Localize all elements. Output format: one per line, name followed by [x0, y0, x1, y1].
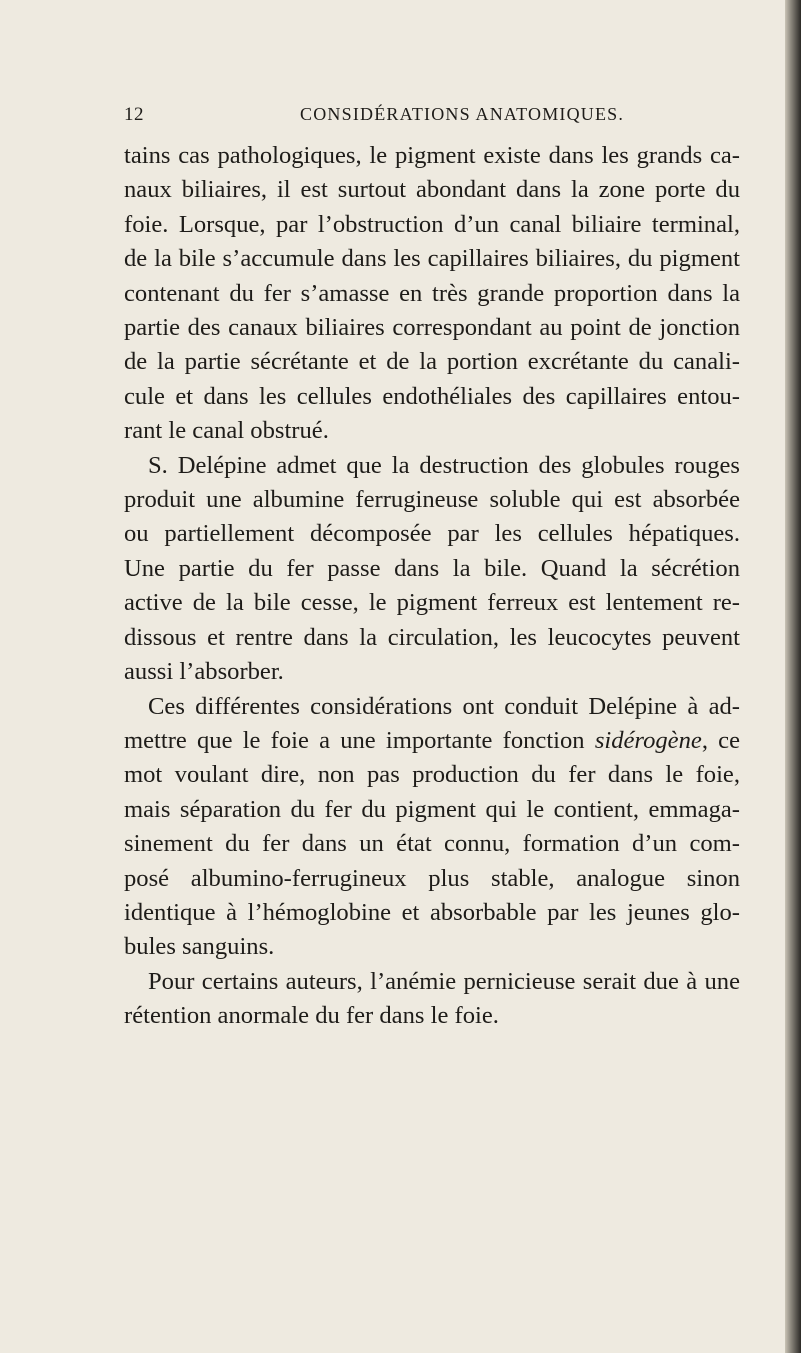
page-header — [124, 104, 764, 134]
text-line: dissous et rentre dans la circulation, les leucocytes peuvent — [124, 623, 740, 651]
text-line: Une partie du fer passe dans la bile. Quand la sécrétion — [124, 554, 740, 582]
text-line: ou partiellement décomposée par les cellules hépatiques. — [124, 520, 740, 548]
text-line: tains cas pathologiques, le pigment existe dans les grands ca- — [124, 142, 740, 169]
body-text — [124, 139, 740, 1034]
text-line: foie. Lorsque, par l’obstruction d’un canal biliaire terminal, — [124, 210, 740, 238]
text-line: de la partie sécrétante et de la portion excrétante du canali- — [124, 348, 740, 376]
text-line: rétention anormale du fer dans le foie. — [124, 1002, 499, 1030]
text-line: aussi l’absorber. — [124, 658, 284, 686]
text-line: Pour certains auteurs, l’anémie pernicieuse serait due à une — [148, 967, 740, 995]
page-edge-shadow — [785, 0, 801, 1353]
text-line — [124, 724, 740, 758]
text-line: naux biliaires, il est surtout abondant dans la zone porte du — [124, 176, 740, 204]
text-line: rant le canal obstrué. — [124, 417, 329, 445]
paragraph-3 — [124, 690, 740, 965]
text-line: mais séparation du fer du pigment qui le contient, emmaga- — [124, 795, 740, 823]
text-line: active de la bile cesse, le pigment ferreux est lentement re- — [124, 589, 740, 617]
italic-term: sidérogène — [594, 726, 702, 754]
text-line: posé albumino-ferrugineux plus stable, analogue sinon — [124, 864, 740, 892]
text-line: S. Delépine admet que la destruction des globules rouges — [148, 451, 740, 479]
text-line: sinement du fer dans un état connu, formation d’un com- — [124, 830, 740, 858]
text-line: Ces différentes considérations ont conduit Delépine à ad- — [148, 692, 740, 720]
text-line: bules sanguins. — [124, 933, 275, 961]
running-head: CONSIDÉRATIONS ANATOMIQUES. — [300, 104, 625, 124]
text-line: identique à l’hémoglobine et absorbable par les jeunes glo- — [124, 898, 740, 926]
text-line: contenant du fer s’amasse en très grande proportion dans la — [124, 279, 740, 307]
text-segment: , ce — [701, 726, 740, 754]
page-number: 12 — [124, 104, 144, 125]
paragraph-2 — [124, 449, 740, 690]
text-segment: mettre que le foie a une importante fonction — [124, 726, 595, 754]
text-line: produit une albumine ferrugineuse soluble qui est absorbée — [124, 486, 740, 514]
text-line: mot voulant dire, non pas production du fer dans le foie, — [124, 761, 740, 789]
text-line: de la bile s’accumule dans les capillaires biliaires, du pigment — [124, 245, 740, 273]
paragraph-1 — [124, 139, 740, 449]
text-line: partie des canaux biliaires correspondant au point de jonction — [124, 314, 740, 342]
paragraph-4 — [124, 965, 740, 1034]
text-line: cule et dans les cellules endothéliales des capillaires entou- — [124, 382, 740, 410]
